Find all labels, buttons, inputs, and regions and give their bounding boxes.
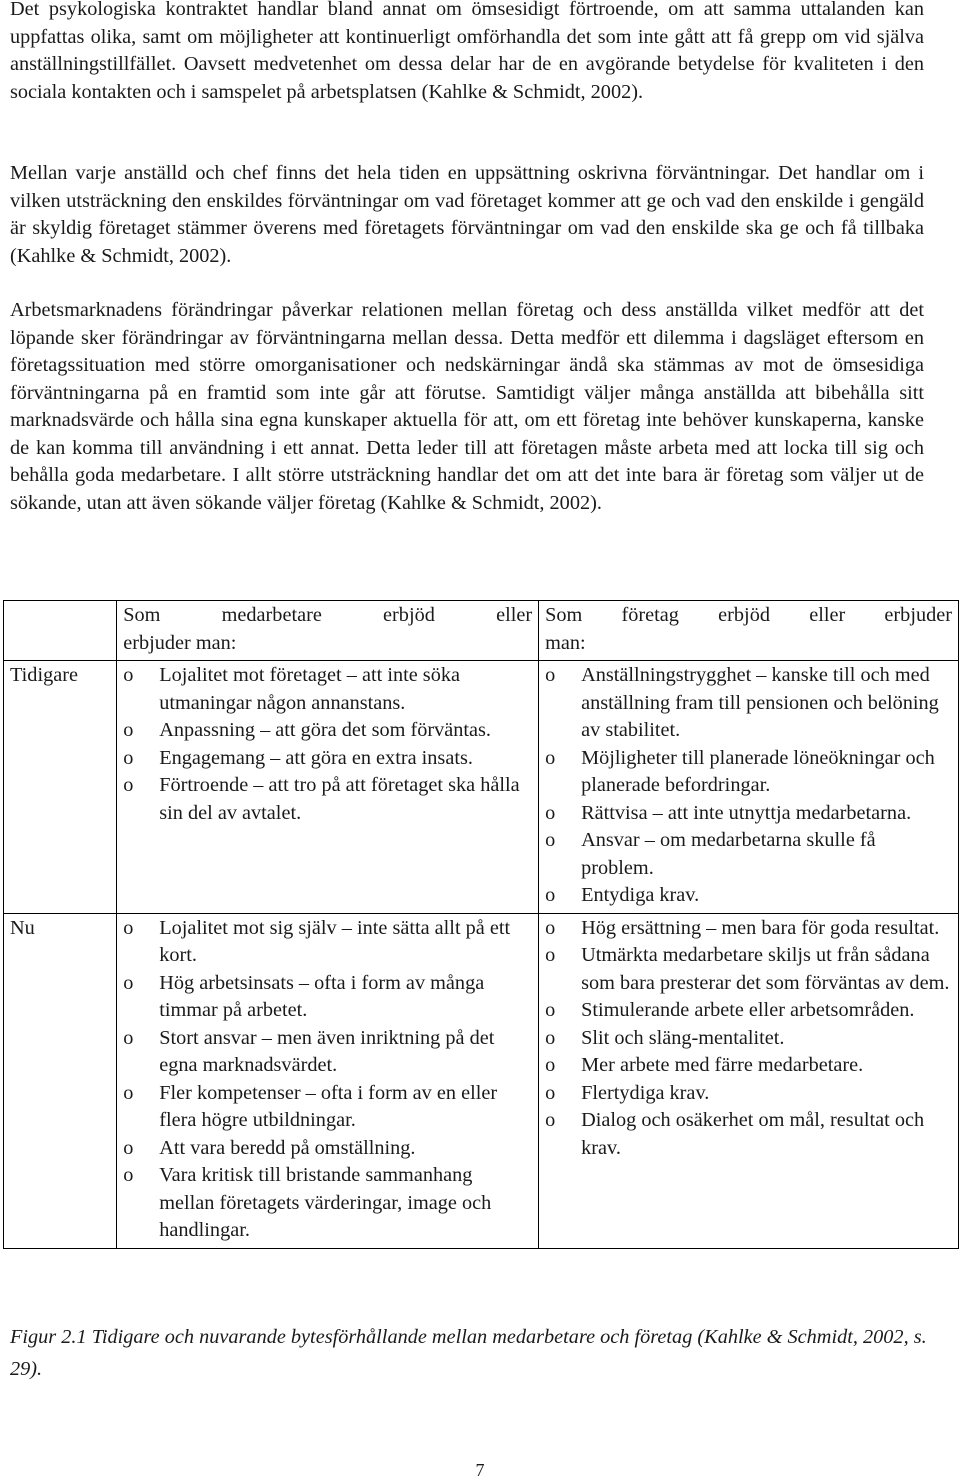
list-item: o Möjligheter till planerade löneökningar och planerade befordringar. bbox=[545, 745, 952, 800]
list-item: o Slit och släng-mentalitet. bbox=[545, 1025, 952, 1053]
figure-table bbox=[3, 600, 959, 1249]
header-company bbox=[539, 601, 959, 661]
list-item: o Lojalitet mot sig själv – inte sätta allt på ett kort. bbox=[123, 915, 532, 970]
list-item: o Förtroende – att tro på att företaget ska hålla sin del av avtalet. bbox=[123, 772, 532, 827]
table-header-row bbox=[4, 601, 959, 661]
list-item: o Flertydiga krav. bbox=[545, 1080, 952, 1108]
list-item: o Vara kritisk till bristande sammanhang mellan företagets värderingar, image och handlingar. bbox=[123, 1162, 532, 1245]
list-item: o Stimulerande arbete eller arbetsområden. bbox=[545, 997, 952, 1025]
company-cell-tidigare bbox=[539, 661, 959, 914]
header-company-line1: Som företag erbjöd eller erbjuder bbox=[545, 604, 952, 626]
body-paragraph-2: Mellan varje anställd och chef finns det hela tiden en uppsättning oskrivna förväntningar. Det handlar om i vilken utsträckning den enskildes förväntningar om vad företaget kommer att ge och vad den enskilde i gengäld är skyldig företaget stämmer överens med företagets förväntningar om vad den enskilde ska ge och få tillbaka (Kahlke & Schmidt, 2002). bbox=[10, 162, 924, 267]
list-item: o Utmärkta medarbetare skiljs ut från sådana som bara presterar det som förväntas av dem. bbox=[545, 942, 952, 997]
list-item: o Dialog och osäkerhet om mål, resultat och krav. bbox=[545, 1107, 952, 1162]
body-paragraph-3: Arbetsmarknadens förändringar påverkar relationen mellan företag och dess anställda vilket medför att det löpande sker förändringar av förväntningarna mellan dessa. Detta medför ett dilemma i dagsläget eftersom en företagssituation med större omorganisationer och nedskärningar ändå ska stämmas av mot de ömsesidiga förväntningarna på en framtid som inte går att förutse. Samtidigt väljer många anställda att bibehålla sitt marknadsvärde och hålla sina egna kunskaper aktuella för att, om ett företag inte behöver kunskaperna, kanske de kan komma till användning i ett annat. Detta leder till att företagen måste arbeta med att locka till sig och behålla goda medarbetare. I allt större utsträckning handlar det om att det inte bara är företag som väljer ut de sökande, utan att även sökande väljer företag (Kahlke & Schmidt, 2002). bbox=[10, 299, 924, 514]
header-employee bbox=[117, 601, 539, 661]
list-item: o Hög ersättning – men bara för goda resultat. bbox=[545, 915, 952, 943]
header-employee-line1: Som medarbetare erbjöd eller bbox=[123, 604, 533, 626]
page-number: 7 bbox=[475, 1460, 485, 1480]
figure-caption: Figur 2.1 Tidigare och nuvarande bytesförhållande mellan medarbetare och företag (Kahlke & Schmidt, 2002, s. 29). bbox=[10, 1326, 927, 1380]
list-item: o Entydiga krav. bbox=[545, 882, 952, 910]
list-item: o Anställningstrygghet – kanske till och med anställning fram till pensionen och belöning av stabilitet. bbox=[545, 662, 952, 745]
list-item: o Ansvar – om medarbetarna skulle få problem. bbox=[545, 827, 952, 882]
list-item: o Engagemang – att göra en extra insats. bbox=[123, 745, 532, 773]
list-item: o Anpassning – att göra det som förväntas. bbox=[123, 717, 532, 745]
header-company-line2: man: bbox=[545, 631, 586, 654]
header-empty-cell bbox=[4, 601, 117, 661]
list-item: o Stort ansvar – men även inriktning på det egna marknadsvärdet. bbox=[123, 1025, 532, 1080]
row-label-nu: Nu bbox=[4, 913, 117, 1248]
header-employee-line2: erbjuder man: bbox=[123, 631, 237, 654]
employee-cell-tidigare bbox=[117, 661, 539, 914]
company-cell-nu bbox=[539, 913, 959, 1248]
employee-cell-nu bbox=[117, 913, 539, 1248]
table-row bbox=[4, 661, 959, 914]
list-item: o Mer arbete med färre medarbetare. bbox=[545, 1052, 952, 1080]
body-paragraph-1: Det psykologiska kontraktet handlar bland annat om ömsesidigt förtroende, om att samma uttalanden kan uppfattas olika, samt om möjligheter att kontinuerligt omförhandla det som inte gått att få grepp om vid själva anställningstillfället. Oavsett medvetenhet om dessa delar har de en avgörande betydelse för kvaliteten i den sociala kontakten och i samspelet på arbetsplatsen (Kahlke & Schmidt, 2002). bbox=[10, 0, 924, 103]
list-item: o Hög arbetsinsats – ofta i form av många timmar på arbetet. bbox=[123, 970, 532, 1025]
row-label-tidigare: Tidigare bbox=[4, 661, 117, 914]
list-item: o Lojalitet mot företaget – att inte söka utmaningar någon annanstans. bbox=[123, 662, 532, 717]
list-item: o Rättvisa – att inte utnyttja medarbetarna. bbox=[545, 800, 952, 828]
table-row bbox=[4, 913, 959, 1248]
list-item: o Att vara beredd på omställning. bbox=[123, 1135, 532, 1163]
list-item: o Fler kompetenser – ofta i form av en eller flera högre utbildningar. bbox=[123, 1080, 532, 1135]
